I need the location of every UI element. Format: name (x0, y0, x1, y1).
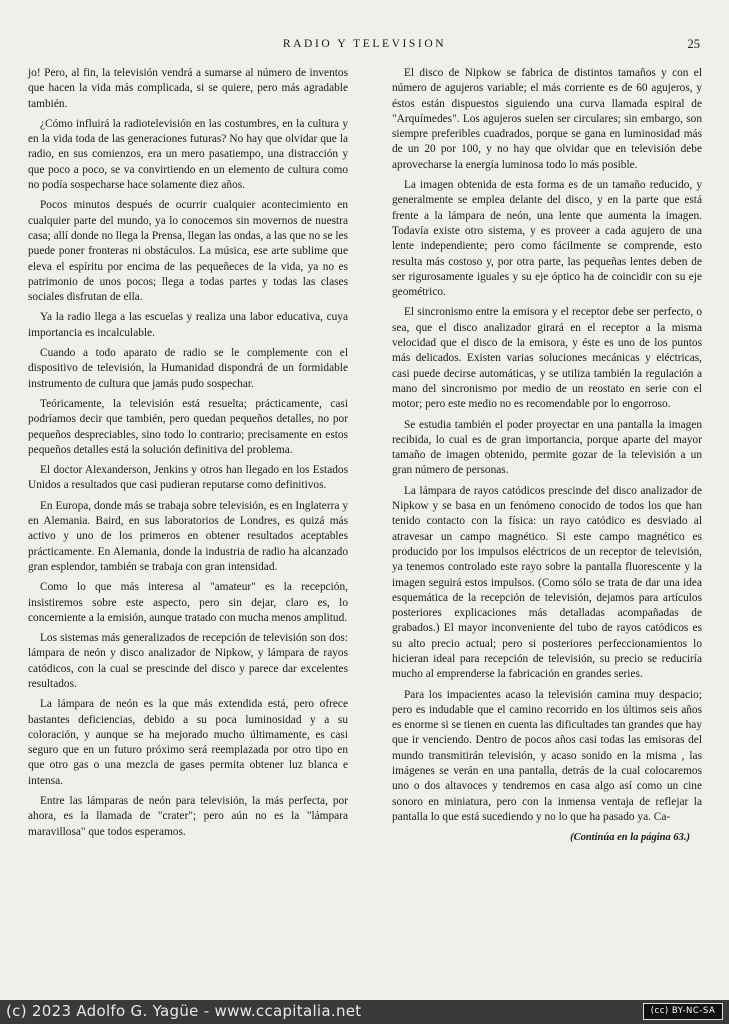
left-column (28, 66, 348, 845)
page-header (0, 36, 729, 54)
paragraph: Entre las lámparas de neón para televisión, la más perfecta, por ahora, es la llamada de "crater"; pero aún no es la "lámpara maravillosa" que todos esperamos. (28, 795, 348, 838)
paragraph: Cuando a todo aparato de radio se le complemente con el dispositivo de televisión, la Humanidad dispondrá de un formidable instrumento de cultura que jamás pudo sospechar. (28, 347, 348, 390)
paragraph: La lámpara de rayos catódicos prescinde del disco analizador de Nipkow y se basa en un fenómeno conocido de todos los que han tenido contacto con la física: un rayo catódico es desviado al atravesar un campo magnético. Si este campo magnético es producido por los impulsos eléctricos de un receptor de televisión, ya tenemos controlado este rayo sobre la pantalla fluorescente y la imagen seguirá estos impulsos. (Como sólo se trata de dar una idea esquemática de la recepción de televisión, dejamos para artículos posteriores explicaciones más detalladas acompañadas de grabados.) El mayor inconveniente del tubo de rayos catódicos es su alto precio actual; pero si posteriores perfeccionamientos lo hicieran ideal para recepción de televisión, su precio se reduciría mucho al emprenderse la fabricación en grandes series. (392, 484, 702, 681)
right-column (392, 66, 702, 846)
copyright-watermark: (c) 2023 Adolfo G. Yagüe - www.ccapitalia.net (6, 1002, 362, 1020)
paragraph: El sincronismo entre la emisora y el receptor debe ser perfecto, o sea, que el disco analizador girará en el receptor a la misma velocidad que el disco de la emisora, y éste es uno de los puntos más delicados. Existen varias soluciones mecánicas y eléctricas, casi puede decirse automáticas, y se utiliza también la regulación a mano del sincronismo por medio de un reostato en serie con el motor; pero este medio no es recomendable por lo engorroso. (392, 306, 702, 411)
paragraph: En Europa, donde más se trabaja sobre televisión, es en Inglaterra y en Alemania. Baird, en sus laboratorios de Londres, es quizá más activo y uno de los primeros en obtener resultados aceptables prácticamente. En Alemania, donde la industria de radio ha alcanzado gran esplendor, también se trabaja con gran intensidad. (28, 499, 348, 573)
paragraph: La lámpara de neón es la que más extendida está, pero ofrece bastantes deficiencias, debido a su poca luminosidad y a su coloración, y aunque se ha mejorado mucho últimamente, es casi seguro que en un futuro próximo será reemplazada por otro tipo en que otro gas o una mezcla de gases permita obtener luz blanca e intensa. (28, 698, 348, 787)
paragraph: Ya la radio llega a las escuelas y realiza una labor educativa, cuya importancia es incalculable. (28, 311, 348, 339)
paragraph: El doctor Alexanderson, Jenkins y otros han llegado en los Estados Unidos a resultados que casi pudieran reputarse como definitivos. (28, 464, 348, 492)
paragraph: Como lo que más interesa al "amateur" es la recepción, insistiremos sobre este aspecto, pero sin dejar, claro es, lo concerniente a la emisión, aunque tratado con mucha menos amplitud. (28, 581, 348, 624)
paragraph: Teóricamente, la televisión está resuelta; prácticamente, casi podríamos decir que también, pero quedan pequeños detalles, no por pequeños despreciables, sino todo lo contrario; precisamente en estos pequeños detalles está la solución definitiva del problema. (28, 397, 348, 456)
paragraph: Los sistemas más generalizados de recepción de televisión son dos: lámpara de neón y disco analizador de Nipkow, y lámpara de rayos catódicos, con la cual se prescinde del disco y parece dar excelentes resultados. (28, 632, 348, 690)
paragraph: La imagen obtenida de esta forma es de un tamaño reducido, y generalmente se emplea delante del disco, y en la parte que está frente a la lámpara de neón, una lente que aumenta la imagen. Todavía existe otro sistema, y es proveer a cada agujero de una lente independiente; pero como fácilmente se comprende, esto resulta más costoso y, por otra parte, las pequeñas lentes deben de ser rigurosamente iguales y su eje óptico ha de coincidir con su eje geométrico. (392, 179, 702, 299)
page-number: 25 (687, 37, 700, 51)
footer-bar (0, 1000, 729, 1024)
paragraph: El disco de Nipkow se fabrica de distintos tamaños y con el número de agujeros variable; el más corriente es de 60 agujeros, y éstos están dispuestos siguiendo una curva llamada espiral de "Arquímedes". Los agujeros suelen ser circulares; sin embargo, son siempre preferibles cuadrados, porque se gana en luminosidad más de un 20 por 100, y no hay que olvidar que en televisión debe aprovecharse la energía luminosa todo lo más posible. (392, 67, 702, 171)
paragraph: Para los impacientes acaso la televisión camina muy despacio; pero es indudable que el camino recorrido en los últimos seis años es enorme si se tienen en cuenta las dificultades tan grandes que hay que ir venciendo. Dentro de pocos años casi todas las emisoras del mundo transmitirán televisión, y acaso sonido en la misma , las imágenes se verán en una pantalla, detrás de la cual colocaremos uno o dos altavoces y tendremos en casa algo así como un cine sonoro en miniatura, pero con la inmensa ventaja de reflejar la pantalla lo que está sucediendo y no lo que ha pasado ya. Ca- (392, 688, 702, 823)
cc-license-badge[interactable]: (cc) BY-NC-SA (643, 1003, 723, 1020)
running-title: RADIO Y TELEVISION (282, 38, 447, 50)
paragraph: ¿Cómo influirá la radiotelevisión en las costumbres, en la cultura y en la vida toda de las generaciones futuras? No hay que olvidar que la radio, en sus comienzos, era un mero pasatiempo, una distracción y que poco a poco, se va convirtiendo en un elemento de cultura como no podía sospecharse hace solamente diez años. (28, 117, 348, 192)
paragraph: Pocos minutos después de ocurrir cualquier acontecimiento en cualquier parte del mundo, ya lo conocemos sin movernos de nuestra casa; allí donde no llega la Prensa, llegan las ondas, a las que no se les puede poner fronteras ni obstáculos. La música, ese arte sublime que eleva el espíritu por encima de las pequeñeces de la vida, ya no es patrimonio de unos pocos; llega a todas partes y todas las clases sociales disfrutan de ella. (28, 199, 348, 304)
paragraph: jo! Pero, al fin, la televisión vendrá a sumarse al número de inventos que hacen la vida más complicada, si se quiere, pero más agradable también. (28, 67, 348, 110)
continued-note: (Continúa en la página 63.) (570, 832, 690, 844)
paragraph: Se estudia también el poder proyectar en una pantalla la imagen recibida, lo cual es de gran importancia, porque aparte del mayor tamaño de imagen obtenido, permite gozar de la televisión a un gran número de personas. (392, 418, 702, 477)
